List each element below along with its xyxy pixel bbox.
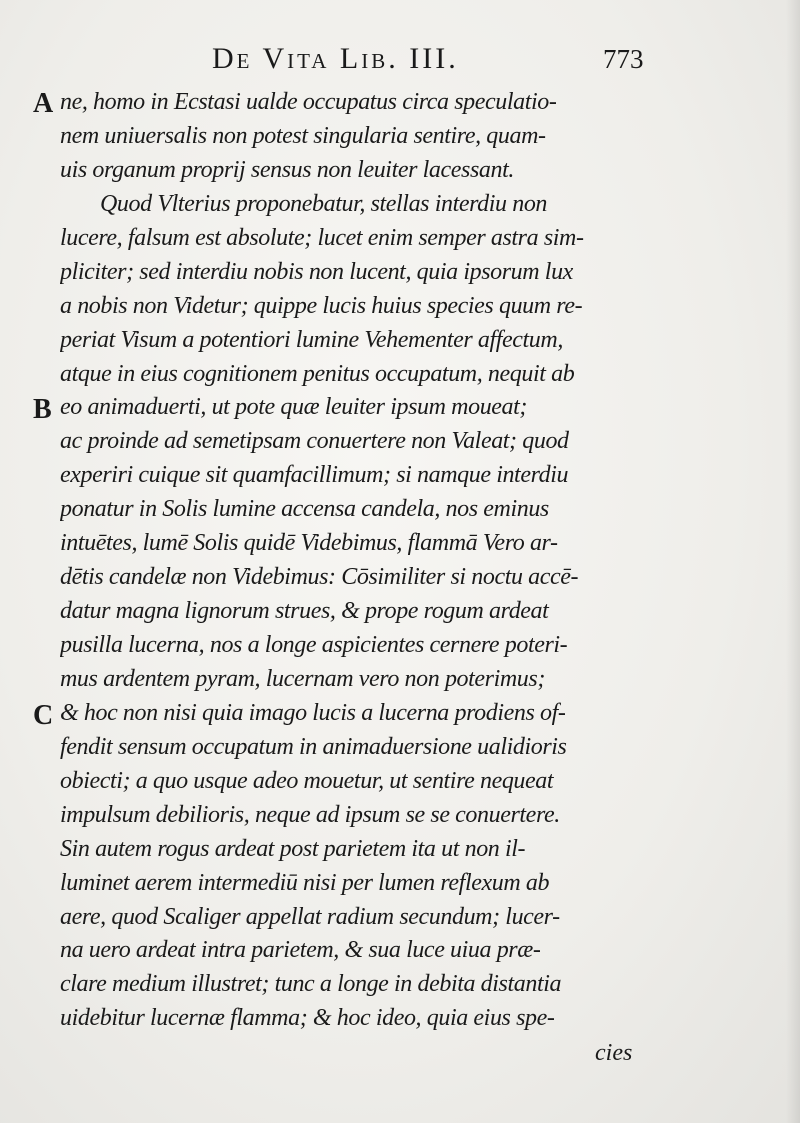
page-header [0, 42, 800, 82]
margin-letter-a: A [33, 88, 54, 119]
text-line: pusilla lucerna, nos a longe aspicientes cernere poteri- [60, 632, 568, 658]
text-line: periat Visum a potentiori lumine Vehementer affectum, [60, 326, 563, 353]
text-line: mus ardentem pyram, lucernam vero non poterimus; [60, 665, 545, 692]
margin-letter-c: C [33, 700, 54, 731]
text-line-paragraph-start: Quod Vlterius proponebatur, stellas interdiu non [100, 190, 548, 217]
catchword: cies [595, 1040, 633, 1066]
text-line: ponatur in Solis lumine accensa candela, nos eminus [60, 496, 549, 523]
page-edge-shadow [786, 0, 800, 1123]
text-line: obiecti; a quo usque adeo mouetur, ut sentire nequeat [60, 767, 554, 794]
text-line: uis organum proprij sensus non leuiter lacessant. [60, 156, 514, 183]
text-line: pliciter; sed interdiu nobis non lucent, quia ipsorum lux [60, 258, 573, 285]
text-line: datur magna lignorum strues, & prope rogum ardeat [60, 598, 549, 625]
running-title: De Vita Lib. III. [212, 42, 459, 75]
body-text [60, 86, 685, 1036]
text-line: & hoc non nisi quia imago lucis a lucerna prodiens of- [60, 699, 566, 726]
text-line: eo animaduerti, ut pote quæ leuiter ipsum moueat; [60, 394, 528, 421]
text-line: na uero ardeat intra parietem, & sua luce uiua præ- [60, 937, 541, 964]
text-line: nem uniuersalis non potest singularia sentire, quam- [60, 122, 546, 149]
text-line: uidebitur lucernæ flamma; & hoc ideo, quia eius spe- [60, 1005, 555, 1032]
text-line: clare medium illustret; tunc a longe in debita distantia [60, 971, 562, 998]
text-line: impulsum debilioris, neque ad ipsum se se conuertere. [60, 801, 560, 828]
text-line: Sin autem rogus ardeat post parietem ita ut non il- [60, 835, 526, 862]
text-line: intuētes, lumē Solis quidē Videbimus, flammā Vero ar- [60, 530, 558, 557]
page-number: 773 [603, 44, 644, 74]
text-line: luminet aerem intermediū nisi per lumen reflexum ab [60, 869, 550, 896]
text-line: ne, homo in Ecstasi ualde occupatus circa speculatio- [60, 89, 557, 115]
text-line: lucere, falsum est absolute; lucet enim semper astra sim- [60, 224, 584, 251]
text-line: dētis candelæ non Videbimus: Cōsimiliter si noctu accē- [60, 564, 579, 591]
text-line: aere, quod Scaliger appellat radium secundum; lucer- [60, 903, 560, 930]
margin-letter-b: B [33, 394, 52, 425]
text-line: experiri cuique sit quamfacillimum; si namque interdiu [60, 462, 569, 489]
text-line: a nobis non Videtur; quippe lucis huius species quum re- [60, 292, 583, 319]
text-line: ac proinde ad semetipsam conuertere non Valeat; quod [60, 428, 569, 455]
text-line: atque in eius cognitionem penitus occupatum, nequit ab [60, 360, 575, 387]
text-line: fendit sensum occupatum in animaduersione ualidioris [60, 733, 567, 760]
